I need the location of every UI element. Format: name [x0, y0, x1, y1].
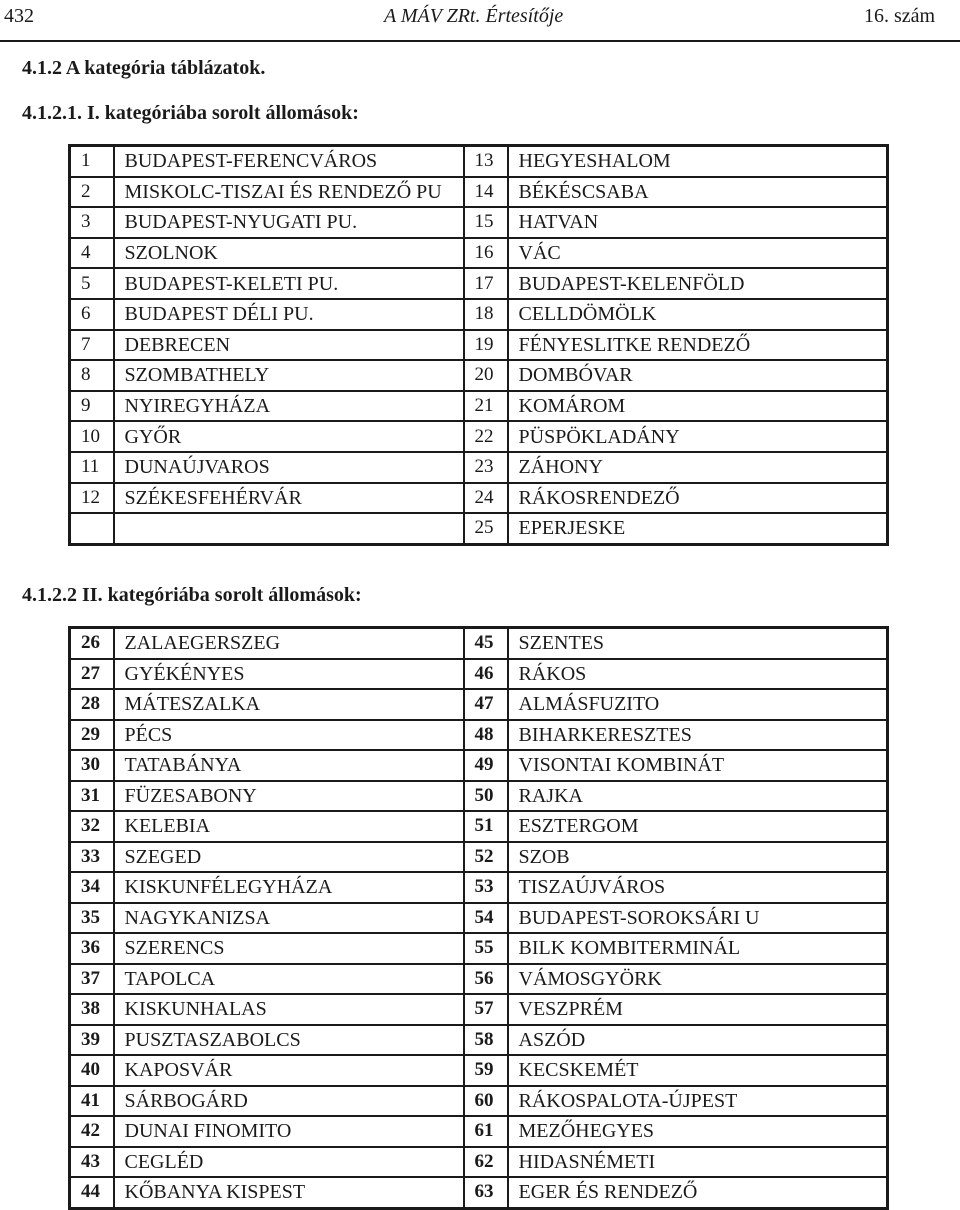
station-name: GYŐR [114, 421, 464, 452]
station-number: 34 [70, 872, 114, 903]
station-name: KAPOSVÁR [114, 1055, 464, 1086]
station-number: 28 [70, 689, 114, 720]
table-row [70, 1177, 888, 1208]
station-number: 25 [464, 513, 508, 544]
station-number: 52 [464, 842, 508, 873]
station-number: 9 [70, 391, 114, 422]
table-row [70, 483, 888, 514]
station-name: PUSZTASZABOLCS [114, 1025, 464, 1056]
station-name: KISKUNHALAS [114, 994, 464, 1025]
station-name: VESZPRÉM [508, 994, 888, 1025]
station-number: 38 [70, 994, 114, 1025]
station-name: KOMÁROM [508, 391, 888, 422]
station-number: 23 [464, 452, 508, 483]
station-name: TAPOLCA [114, 964, 464, 995]
table-row [70, 842, 888, 873]
station-name: BÉKÉSCSABA [508, 177, 888, 208]
category1-table [68, 144, 889, 546]
station-number [70, 513, 114, 544]
station-number: 47 [464, 689, 508, 720]
category2-heading: 4.1.2.2 II. kategóriába sorolt állomások: [22, 584, 362, 606]
table-row [70, 781, 888, 812]
station-name: SZOMBATHELY [114, 360, 464, 391]
station-name [114, 513, 464, 544]
station-number: 16 [464, 238, 508, 269]
station-name: DUNAI FINOMITO [114, 1116, 464, 1147]
table-row [70, 1025, 888, 1056]
station-name: FÉNYESLITKE RENDEZŐ [508, 330, 888, 361]
page-header [0, 0, 960, 40]
station-number: 37 [70, 964, 114, 995]
station-number: 61 [464, 1116, 508, 1147]
station-number: 4 [70, 238, 114, 269]
station-name: NAGYKANIZSA [114, 903, 464, 934]
station-name: MEZŐHEGYES [508, 1116, 888, 1147]
station-name: RÁKOSRENDEZŐ [508, 483, 888, 514]
station-number: 2 [70, 177, 114, 208]
table-row [70, 933, 888, 964]
station-name: SZERENCS [114, 933, 464, 964]
station-number: 13 [464, 146, 508, 177]
table-row [70, 391, 888, 422]
table-row [70, 238, 888, 269]
station-number: 29 [70, 720, 114, 751]
station-name: NYIREGYHÁZA [114, 391, 464, 422]
station-number: 44 [70, 1177, 114, 1208]
station-number: 15 [464, 207, 508, 238]
table-row [70, 360, 888, 391]
station-number: 24 [464, 483, 508, 514]
publication-title: A MÁV ZRt. Értesítője [384, 5, 564, 27]
category2-table [68, 626, 889, 1210]
station-name: DEBRECEN [114, 330, 464, 361]
table-row [70, 268, 888, 299]
station-name: RAJKA [508, 781, 888, 812]
station-name: CELLDÖMÖLK [508, 299, 888, 330]
station-name: BUDAPEST-KELENFÖLD [508, 268, 888, 299]
station-number: 39 [70, 1025, 114, 1056]
station-number: 12 [70, 483, 114, 514]
station-number: 53 [464, 872, 508, 903]
station-name: SZENTES [508, 628, 888, 659]
table-row [70, 628, 888, 659]
station-number: 62 [464, 1147, 508, 1178]
table-row [70, 811, 888, 842]
station-name: DOMBÓVAR [508, 360, 888, 391]
station-number: 48 [464, 720, 508, 751]
station-name: SZOLNOK [114, 238, 464, 269]
station-name: ESZTERGOM [508, 811, 888, 842]
station-number: 32 [70, 811, 114, 842]
table-row [70, 330, 888, 361]
station-name: TATABÁNYA [114, 750, 464, 781]
station-number: 36 [70, 933, 114, 964]
station-name: HIDASNÉMETI [508, 1147, 888, 1178]
table-row [70, 146, 888, 177]
station-name: VISONTAI KOMBINÁT [508, 750, 888, 781]
station-name: KŐBANYA KISPEST [114, 1177, 464, 1208]
table-row [70, 177, 888, 208]
station-name: SZÉKESFEHÉRVÁR [114, 483, 464, 514]
station-number: 40 [70, 1055, 114, 1086]
station-name: ASZÓD [508, 1025, 888, 1056]
station-name: GYÉKÉNYES [114, 659, 464, 690]
station-number: 49 [464, 750, 508, 781]
table-row [70, 207, 888, 238]
station-name: MÁTESZALKA [114, 689, 464, 720]
page-number: 432 [4, 5, 34, 27]
station-number: 59 [464, 1055, 508, 1086]
category1-heading: 4.1.2.1. I. kategóriába sorolt állomások: [22, 102, 359, 124]
station-number: 41 [70, 1086, 114, 1117]
station-name: VÁC [508, 238, 888, 269]
table-row [70, 659, 888, 690]
station-name: BIHARKERESZTES [508, 720, 888, 751]
station-number: 7 [70, 330, 114, 361]
station-number: 31 [70, 781, 114, 812]
station-number: 10 [70, 421, 114, 452]
table-row [70, 421, 888, 452]
station-number: 54 [464, 903, 508, 934]
station-name: CEGLÉD [114, 1147, 464, 1178]
station-number: 3 [70, 207, 114, 238]
station-name: BUDAPEST-SOROKSÁRI U [508, 903, 888, 934]
station-name: RÁKOS [508, 659, 888, 690]
station-number: 27 [70, 659, 114, 690]
table-row [70, 1086, 888, 1117]
station-number: 1 [70, 146, 114, 177]
station-number: 35 [70, 903, 114, 934]
table-row [70, 1116, 888, 1147]
table-row [70, 1055, 888, 1086]
station-name: HEGYESHALOM [508, 146, 888, 177]
station-number: 14 [464, 177, 508, 208]
table-row [70, 964, 888, 995]
station-number: 50 [464, 781, 508, 812]
station-name: VÁMOSGYÖRK [508, 964, 888, 995]
table-row [70, 750, 888, 781]
station-number: 60 [464, 1086, 508, 1117]
station-name: EPERJESKE [508, 513, 888, 544]
table-row [70, 1147, 888, 1178]
table-row [70, 513, 888, 544]
station-number: 22 [464, 421, 508, 452]
station-name: BUDAPEST DÉLI PU. [114, 299, 464, 330]
station-number: 21 [464, 391, 508, 422]
station-number: 63 [464, 1177, 508, 1208]
station-name: PÉCS [114, 720, 464, 751]
station-name: BILK KOMBITERMINÁL [508, 933, 888, 964]
table-row [70, 299, 888, 330]
station-number: 8 [70, 360, 114, 391]
table-row [70, 903, 888, 934]
station-name: KELEBIA [114, 811, 464, 842]
station-name: ZÁHONY [508, 452, 888, 483]
station-name: BUDAPEST-NYUGATI PU. [114, 207, 464, 238]
station-number: 18 [464, 299, 508, 330]
station-number: 19 [464, 330, 508, 361]
station-name: ZALAEGERSZEG [114, 628, 464, 659]
station-number: 42 [70, 1116, 114, 1147]
station-name: MISKOLC-TISZAI ÉS RENDEZŐ PU [114, 177, 464, 208]
station-number: 56 [464, 964, 508, 995]
station-number: 11 [70, 452, 114, 483]
station-number: 57 [464, 994, 508, 1025]
station-name: SZOB [508, 842, 888, 873]
station-name: SÁRBOGÁRD [114, 1086, 464, 1117]
station-number: 46 [464, 659, 508, 690]
issue-number: 16. szám [864, 5, 936, 27]
table-row [70, 452, 888, 483]
station-number: 58 [464, 1025, 508, 1056]
station-number: 43 [70, 1147, 114, 1178]
station-name: ALMÁSFUZITO [508, 689, 888, 720]
station-name: KISKUNFÉLEGYHÁZA [114, 872, 464, 903]
station-name: PÜSPÖKLADÁNY [508, 421, 888, 452]
station-number: 20 [464, 360, 508, 391]
station-name: EGER ÉS RENDEZŐ [508, 1177, 888, 1208]
station-name: RÁKOSPALOTA-ÚJPEST [508, 1086, 888, 1117]
section-heading: 4.1.2 A kategória táblázatok. [22, 57, 266, 79]
station-name: BUDAPEST-FERENCVÁROS [114, 146, 464, 177]
station-number: 6 [70, 299, 114, 330]
station-number: 51 [464, 811, 508, 842]
station-name: FÜZESABONY [114, 781, 464, 812]
station-name: KECSKEMÉT [508, 1055, 888, 1086]
station-name: DUNAÚJVAROS [114, 452, 464, 483]
station-number: 5 [70, 268, 114, 299]
station-number: 30 [70, 750, 114, 781]
station-number: 33 [70, 842, 114, 873]
station-number: 55 [464, 933, 508, 964]
station-number: 45 [464, 628, 508, 659]
station-name: HATVAN [508, 207, 888, 238]
station-number: 17 [464, 268, 508, 299]
table-row [70, 689, 888, 720]
table-row [70, 872, 888, 903]
table-row [70, 720, 888, 751]
station-name: TISZAÚJVÁROS [508, 872, 888, 903]
station-number: 26 [70, 628, 114, 659]
station-name: SZEGED [114, 842, 464, 873]
header-divider [0, 40, 960, 42]
station-name: BUDAPEST-KELETI PU. [114, 268, 464, 299]
table-row [70, 994, 888, 1025]
